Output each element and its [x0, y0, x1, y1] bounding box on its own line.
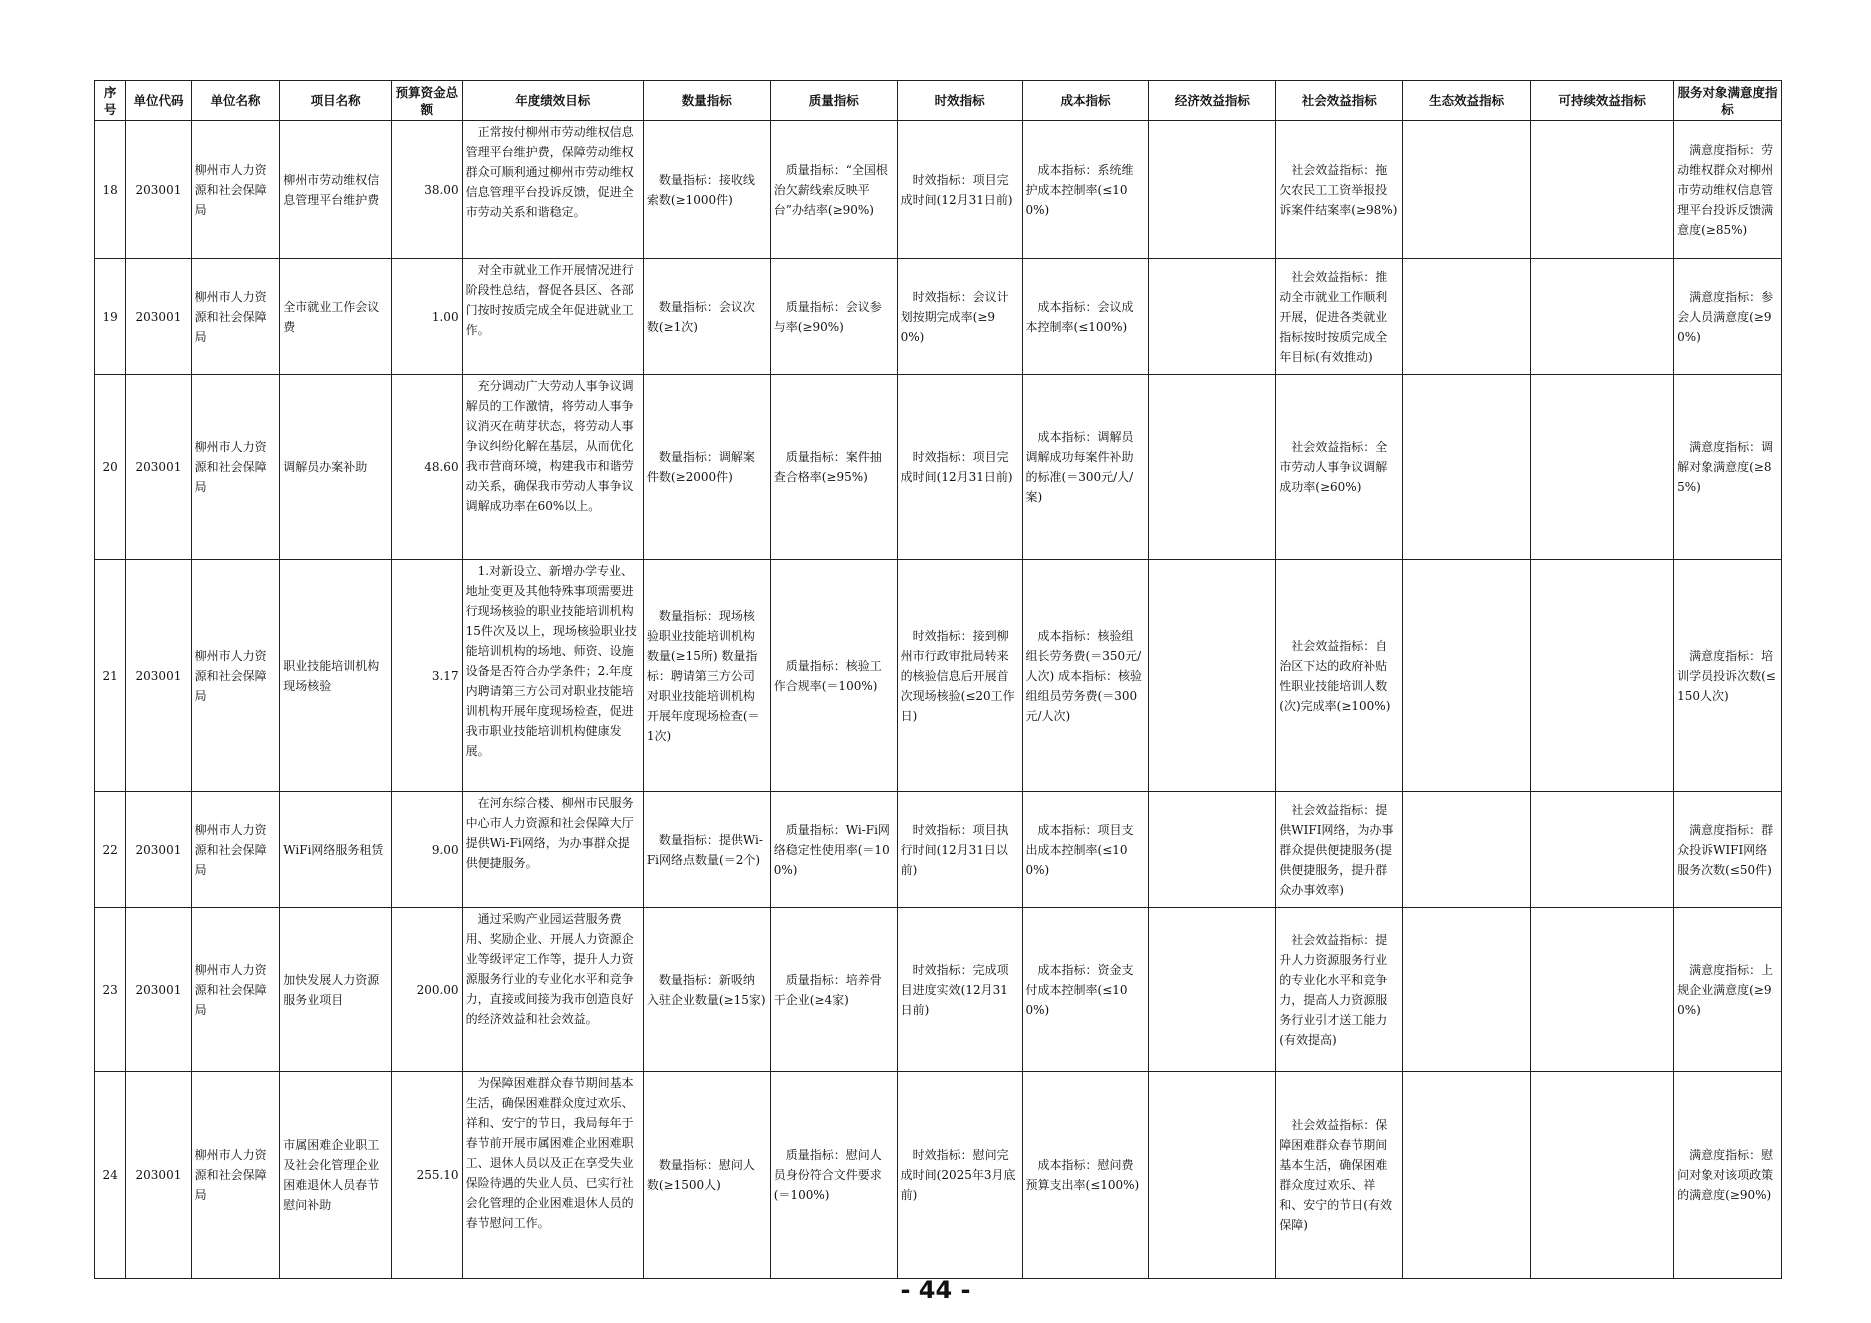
col-header-sustainable: 可持续效益指标	[1531, 81, 1674, 121]
cell-budget: 200.00	[392, 908, 463, 1072]
cell-sustainable	[1531, 908, 1674, 1072]
cell-timeliness: 时效指标：项目完成时间(12月31日前)	[897, 375, 1022, 560]
cell-quality: 质量指标：会议参与率(≥90%)	[770, 259, 897, 375]
cell-timeliness: 时效指标：项目完成时间(12月31日前)	[897, 121, 1022, 259]
cell-timeliness: 时效指标：慰问完成时间(2025年3月底前)	[897, 1072, 1022, 1279]
cell-ecological	[1403, 560, 1531, 792]
cell-code: 203001	[126, 121, 191, 259]
cell-satisfaction: 满意度指标：调解对象满意度(≥85%)	[1674, 375, 1782, 560]
cell-budget: 9.00	[392, 792, 463, 908]
cell-code: 203001	[126, 375, 191, 560]
cell-satisfaction: 满意度指标：慰问对象对该项政策的满意度(≥90%)	[1674, 1072, 1782, 1279]
cell-quantity: 数量指标：会议次数(≥1次)	[643, 259, 770, 375]
cell-goal: 在河东综合楼、柳州市民服务中心市人力资源和社会保障大厅提供Wi-Fi网络，为办事群众提供便捷服务。	[462, 792, 643, 908]
cell-code: 203001	[126, 259, 191, 375]
col-header-unit: 单位名称	[191, 81, 280, 121]
cell-project: 加快发展人力资源服务业项目	[280, 908, 392, 1072]
cell-ecological	[1403, 908, 1531, 1072]
cell-goal: 正常按付柳州市劳动维权信息管理平台维护费，保障劳动维权群众可顺利通过柳州市劳动维权信息管理平台投诉反馈，促进全市劳动关系和谐稳定。	[462, 121, 643, 259]
cell-economic	[1149, 908, 1276, 1072]
col-header-code: 单位代码	[126, 81, 191, 121]
cell-economic	[1149, 259, 1276, 375]
cell-goal: 通过采购产业园运营服务费用、奖励企业、开展人力资源企业等级评定工作等，提升人力资源服务行业的专业化水平和竞争力，直接或间接为我市创造良好的经济效益和社会效益。	[462, 908, 643, 1072]
cell-unit: 柳州市人力资源和社会保障局	[191, 792, 280, 908]
cell-satisfaction: 满意度指标：上规企业满意度(≥90%)	[1674, 908, 1782, 1072]
col-header-ecological: 生态效益指标	[1403, 81, 1531, 121]
table-row	[95, 1072, 1782, 1279]
cell-project: 市属困难企业职工及社会化管理企业困难退休人员春节慰问补助	[280, 1072, 392, 1279]
cell-quantity: 数量指标：接收线索数(≥1000件)	[643, 121, 770, 259]
col-header-goal: 年度绩效目标	[462, 81, 643, 121]
cell-quality: 质量指标：Wi-Fi网络稳定性使用率(＝100%)	[770, 792, 897, 908]
cell-goal: 1.对新设立、新增办学专业、地址变更及其他特殊事项需要进行现场核验的职业技能培训机构15件次及以上，现场核验职业技能培训机构的场地、师资、设施设备是否符合办学条件；2.年度内聘请第三方公司对职业技能培训机构开展年度现场检查，促进我市职业技能培训机构健康发展。	[462, 560, 643, 792]
cell-sustainable	[1531, 121, 1674, 259]
cell-budget: 255.10	[392, 1072, 463, 1279]
cell-quantity: 数量指标：现场核验职业技能培训机构数量(≥15所) 数量指标：聘请第三方公司对职业技能培训机构开展年度现场检查(＝1次)	[643, 560, 770, 792]
cell-goal: 对全市就业工作开展情况进行阶段性总结，督促各县区、各部门按时按质完成全年促进就业工作。	[462, 259, 643, 375]
cell-sustainable	[1531, 375, 1674, 560]
cell-project: 柳州市劳动维权信息管理平台维护费	[280, 121, 392, 259]
cell-quality: 质量指标：慰问人员身份符合文件要求(＝100%)	[770, 1072, 897, 1279]
cell-project: 职业技能培训机构现场核验	[280, 560, 392, 792]
cell-no: 23	[95, 908, 126, 1072]
cell-quality: 质量指标：“全国根治欠薪线索反映平台”办结率(≥90%)	[770, 121, 897, 259]
cell-unit: 柳州市人力资源和社会保障局	[191, 121, 280, 259]
col-header-project: 项目名称	[280, 81, 392, 121]
cell-unit: 柳州市人力资源和社会保障局	[191, 908, 280, 1072]
col-header-budget: 预算资金总额	[392, 81, 463, 121]
cell-social: 社会效益指标：拖欠农民工工资举报投诉案件结案率(≥98%)	[1276, 121, 1403, 259]
cell-social: 社会效益指标：提升人力资源服务行业的专业化水平和竞争力，提高人力资源服务行业引才送工能力(有效提高)	[1276, 908, 1403, 1072]
cell-quantity: 数量指标：调解案件数(≥2000件)	[643, 375, 770, 560]
header-row	[95, 81, 1782, 121]
table-row	[95, 259, 1782, 375]
cell-budget: 3.17	[392, 560, 463, 792]
cell-no: 19	[95, 259, 126, 375]
cell-quality: 质量指标：核验工作合规率(＝100%)	[770, 560, 897, 792]
cell-project: 调解员办案补助	[280, 375, 392, 560]
cell-cost: 成本指标：资金支付成本控制率(≤100%)	[1022, 908, 1149, 1072]
table-row	[95, 792, 1782, 908]
cell-no: 24	[95, 1072, 126, 1279]
cell-cost: 成本指标：调解员调解成功每案件补助的标准(＝300元/人/案)	[1022, 375, 1149, 560]
cell-unit: 柳州市人力资源和社会保障局	[191, 1072, 280, 1279]
cell-sustainable	[1531, 1072, 1674, 1279]
cell-no: 21	[95, 560, 126, 792]
performance-table	[94, 80, 1782, 1279]
cell-unit: 柳州市人力资源和社会保障局	[191, 375, 280, 560]
cell-social: 社会效益指标：提供WIFI网络，为办事群众提供便捷服务(提供便捷服务，提升群众办事效率)	[1276, 792, 1403, 908]
cell-timeliness: 时效指标：项目执行时间(12月31日以前)	[897, 792, 1022, 908]
cell-ecological	[1403, 259, 1531, 375]
cell-timeliness: 时效指标：会议计划按期完成率(≥90%)	[897, 259, 1022, 375]
cell-social: 社会效益指标：自治区下达的政府补贴性职业技能培训人数(次)完成率(≥100%)	[1276, 560, 1403, 792]
cell-economic	[1149, 375, 1276, 560]
cell-social: 社会效益指标：保障困难群众春节期间基本生活，确保困难群众度过欢乐、祥和、安宁的节日(有效保障)	[1276, 1072, 1403, 1279]
cell-timeliness: 时效指标：完成项目进度实效(12月31日前)	[897, 908, 1022, 1072]
cell-budget: 38.00	[392, 121, 463, 259]
cell-social: 社会效益指标：全市劳动人事争议调解成功率(≥60%)	[1276, 375, 1403, 560]
table-row	[95, 121, 1782, 259]
cell-project: 全市就业工作会议费	[280, 259, 392, 375]
cell-no: 20	[95, 375, 126, 560]
cell-satisfaction: 满意度指标：培训学员投诉次数(≤150人次)	[1674, 560, 1782, 792]
cell-budget: 1.00	[392, 259, 463, 375]
cell-code: 203001	[126, 792, 191, 908]
cell-ecological	[1403, 1072, 1531, 1279]
cell-project: WiFi网络服务租赁	[280, 792, 392, 908]
cell-cost: 成本指标：会议成本控制率(≤100%)	[1022, 259, 1149, 375]
cell-cost: 成本指标：项目支出成本控制率(≤100%)	[1022, 792, 1149, 908]
cell-economic	[1149, 1072, 1276, 1279]
col-header-economic: 经济效益指标	[1149, 81, 1276, 121]
cell-goal: 充分调动广大劳动人事争议调解员的工作激情，将劳动人事争议消灭在萌芽状态，将劳动人事争议纠纷化解在基层，从而优化我市营商环境，构建我市和谐劳动关系，确保我市劳动人事争议调解成功率在60%以上。	[462, 375, 643, 560]
page-number: - 44 -	[900, 1276, 971, 1304]
table-row	[95, 908, 1782, 1072]
col-header-satisfaction: 服务对象满意度指标	[1674, 81, 1782, 121]
cell-sustainable	[1531, 259, 1674, 375]
cell-economic	[1149, 560, 1276, 792]
cell-economic	[1149, 121, 1276, 259]
cell-no: 18	[95, 121, 126, 259]
cell-ecological	[1403, 792, 1531, 908]
cell-unit: 柳州市人力资源和社会保障局	[191, 259, 280, 375]
cell-unit: 柳州市人力资源和社会保障局	[191, 560, 280, 792]
col-header-timeliness: 时效指标	[897, 81, 1022, 121]
cell-code: 203001	[126, 1072, 191, 1279]
cell-cost: 成本指标：系统维护成本控制率(≤100%)	[1022, 121, 1149, 259]
cell-sustainable	[1531, 560, 1674, 792]
cell-code: 203001	[126, 908, 191, 1072]
cell-satisfaction: 满意度指标：参会人员满意度(≥90%)	[1674, 259, 1782, 375]
cell-goal: 为保障困难群众春节期间基本生活，确保困难群众度过欢乐、祥和、安宁的节日，我局每年于春节前开展市属困难企业困难职工、退休人员以及正在享受失业保险待遇的失业人员、已实行社会化管理的企业困难退休人员的春节慰问工作。	[462, 1072, 643, 1279]
cell-quantity: 数量指标：提供Wi-Fi网络点数量(＝2个)	[643, 792, 770, 908]
cell-no: 22	[95, 792, 126, 908]
cell-budget: 48.60	[392, 375, 463, 560]
cell-social: 社会效益指标：推动全市就业工作顺利开展，促进各类就业指标按时按质完成全年目标(有效推动)	[1276, 259, 1403, 375]
table-body	[95, 121, 1782, 1279]
cell-sustainable	[1531, 792, 1674, 908]
cell-timeliness: 时效指标：接到柳州市行政审批局转来的核验信息后开展首次现场核验(≤20工作日)	[897, 560, 1022, 792]
cell-quantity: 数量指标：新吸纳入驻企业数量(≥15家)	[643, 908, 770, 1072]
cell-satisfaction: 满意度指标：劳动维权群众对柳州市劳动维权信息管理平台投诉反馈满意度(≥85%)	[1674, 121, 1782, 259]
cell-economic	[1149, 792, 1276, 908]
col-header-social: 社会效益指标	[1276, 81, 1403, 121]
col-header-cost: 成本指标	[1022, 81, 1149, 121]
cell-cost: 成本指标：慰问费预算支出率(≤100%)	[1022, 1072, 1149, 1279]
table-row	[95, 560, 1782, 792]
table-row	[95, 375, 1782, 560]
cell-ecological	[1403, 375, 1531, 560]
cell-satisfaction: 满意度指标：群众投诉WIFI网络服务次数(≤50件)	[1674, 792, 1782, 908]
cell-quality: 质量指标：培养骨干企业(≥4家)	[770, 908, 897, 1072]
cell-code: 203001	[126, 560, 191, 792]
cell-ecological	[1403, 121, 1531, 259]
cell-quantity: 数量指标：慰问人数(≥1500人)	[643, 1072, 770, 1279]
col-header-quantity: 数量指标	[643, 81, 770, 121]
cell-cost: 成本指标：核验组组长劳务费(＝350元/人次) 成本指标：核验组组员劳务费(＝300元/人次)	[1022, 560, 1149, 792]
cell-quality: 质量指标：案件抽查合格率(≥95%)	[770, 375, 897, 560]
col-header-quality: 质量指标	[770, 81, 897, 121]
col-header-no: 序号	[95, 81, 126, 121]
